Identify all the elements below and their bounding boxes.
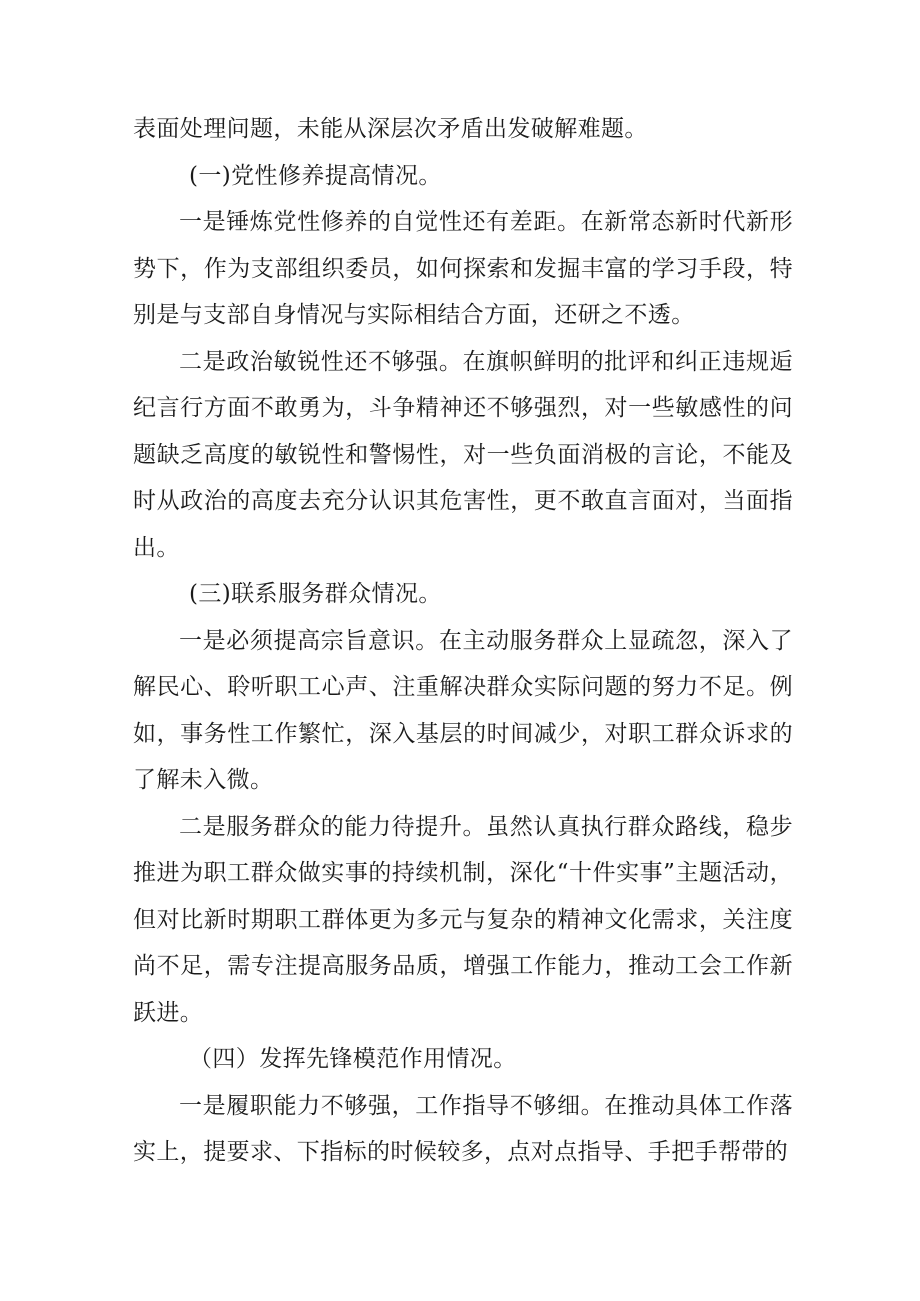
document-body	[133, 106, 793, 1176]
section-heading-1: (一)党性修养提高情况。	[189, 162, 442, 189]
section-heading-3: (三)联系服务群众情况。	[189, 581, 442, 607]
paragraph: 一是锤炼党性修养的自觉性还有差距。在新常态新时代新形势下，作为支部组织委员，如何探索和发掘丰富的学习手段，特别是与支部自身情况与实际相结合方面，还研之不透。	[133, 209, 793, 328]
section-heading-4: （四）发挥先锋模范作用情况。	[189, 1046, 517, 1072]
paragraph: 二是政治敏锐性还不够强。在旗帜鲜明的批评和纠正违规逅纪言行方面不敢勇为，斗争精神还不够强烈，对一些敏感性的问题缺乏高度的敏锐性和警惕性，对一些负面消极的言论，不能及时从政治的高度去充分认识其危害性，更不敢直言面对，当面指出。	[133, 348, 793, 561]
paragraph-continuation: 表面处理问题，未能从深层次矛盾出发破解难题。	[133, 116, 648, 142]
paragraph: 二是服务群众的能力待提升。虽然认真执行群众路线，稳步推进为职工群众做实事的持续机制，深化“十件实事”主题活动，但对比新时期职工群体更为多元与复杂的精神文化需求，关注度尚不足，需专注提高服务品质，增强工作能力，推动工会工作新跃进。	[133, 813, 793, 1026]
paragraph: 一是必须提高宗旨意识。在主动服务群众上显疏忽，深入了解民心、聆听职工心声、注重解决群众实际问题的努力不足。例如，事务性工作繁忙，深入基层的时间减少，对职工群众诉求的了解未入微。	[133, 627, 793, 793]
paragraph: 一是履职能力不够强，工作指导不够细。在推动具体工作落实上，提要求、下指标的时候较多，点对点指导、手把手帮带的	[133, 1092, 793, 1165]
